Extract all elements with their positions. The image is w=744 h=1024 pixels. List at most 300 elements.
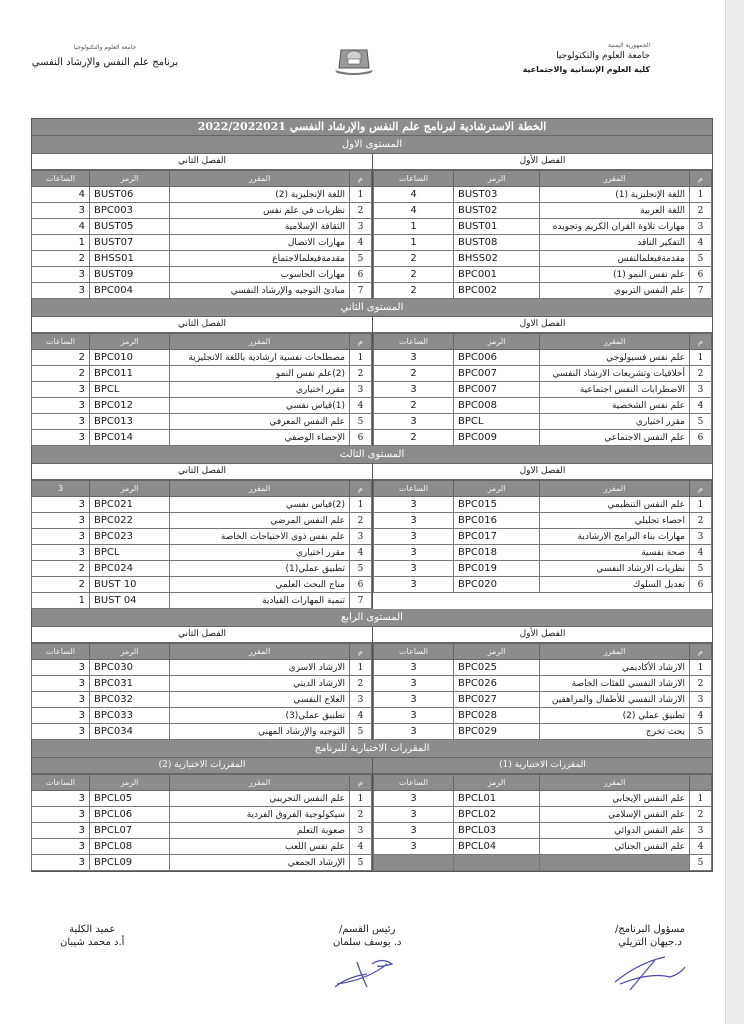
course-row — [32, 513, 372, 529]
course-name: تطبيق عملي(1) — [170, 561, 350, 577]
course-code: BPC001 — [454, 267, 540, 283]
course-row — [32, 283, 372, 299]
course-row — [374, 235, 712, 251]
course-name: مناج البحث العلمي — [170, 577, 350, 593]
course-number: 1 — [350, 660, 372, 676]
course-row — [32, 692, 372, 708]
course-hours: 3 — [32, 497, 90, 513]
course-name: مهارات الحاسوب — [170, 267, 350, 283]
col-code: الرمز — [454, 644, 540, 660]
course-code: BPC020 — [454, 577, 540, 593]
course-number: 4 — [690, 235, 712, 251]
course-code: BUST02 — [454, 203, 540, 219]
course-name: التفكير الناقد — [540, 235, 690, 251]
course-row — [374, 398, 712, 414]
course-row — [32, 187, 372, 203]
course-code: BPCL05 — [90, 791, 170, 807]
course-row — [374, 513, 712, 529]
col-course: المقرر — [540, 775, 690, 791]
course-code: BPC017 — [454, 529, 540, 545]
course-name: مصطلحات نفسية ارشادية باللغة الانجليزية — [170, 350, 350, 366]
semester-2 — [32, 758, 372, 871]
course-number: 2 — [350, 807, 372, 823]
course-row — [374, 545, 712, 561]
course-hours: 3 — [32, 708, 90, 724]
col-num: م — [350, 481, 372, 497]
col-course: المقرر — [170, 775, 350, 791]
course-row — [374, 807, 712, 823]
courses-table — [31, 480, 372, 609]
course-code: BPC003 — [90, 203, 170, 219]
column-header-row — [32, 334, 372, 350]
course-number: 3 — [350, 529, 372, 545]
course-name: مقرر اختياري — [540, 414, 690, 430]
col-code: الرمز — [90, 775, 170, 791]
course-code: BPC002 — [454, 283, 540, 299]
course-number: 4 — [350, 398, 372, 414]
course-name: علم نفس الشخصية — [540, 398, 690, 414]
course-name: علم نفس فسيولوجي — [540, 350, 690, 366]
course-name: صعوبة التعلم — [170, 823, 350, 839]
col-num: م — [350, 171, 372, 187]
col-hours: الساعات — [374, 481, 454, 497]
course-row — [374, 203, 712, 219]
course-code: BPCL08 — [90, 839, 170, 855]
col-course: المقرر — [540, 334, 690, 350]
course-name: مبادئ التوجيه والإرشاد النفسي — [170, 283, 350, 299]
course-code: BPC031 — [90, 676, 170, 692]
col-hours: الساعات — [374, 171, 454, 187]
semester-title: الفصل الثاني — [32, 464, 372, 480]
course-name: علم النفس الإيجابي — [540, 791, 690, 807]
col-code: الرمز — [454, 334, 540, 350]
course-code: BUST01 — [454, 219, 540, 235]
course-hours: 3 — [374, 807, 454, 823]
course-row — [32, 382, 372, 398]
header-program-name: برنامج علم النفس والإرشاد النفسي — [31, 57, 179, 68]
course-row — [32, 855, 372, 871]
course-number: 7 — [350, 593, 372, 609]
column-header-row — [374, 334, 712, 350]
semester-1 — [372, 154, 712, 299]
column-header-row — [32, 481, 372, 497]
course-number: 5 — [350, 855, 372, 871]
course-number: 1 — [690, 791, 712, 807]
course-code: BPC016 — [454, 513, 540, 529]
course-hours: 3 — [32, 791, 90, 807]
signature-name: د. يوسف سلمان — [332, 937, 402, 948]
course-code — [454, 855, 540, 871]
course-code: BPC029 — [454, 724, 540, 740]
col-course: المقرر — [540, 481, 690, 497]
courses-table — [373, 480, 712, 593]
course-name: تعديل السلوك — [540, 577, 690, 593]
course-row — [374, 414, 712, 430]
course-name: علم النفس الإسلامي — [540, 807, 690, 823]
course-hours: 3 — [374, 823, 454, 839]
course-code: BPC011 — [90, 366, 170, 382]
course-name: علم النفس التربوي — [540, 283, 690, 299]
semester-title: الفصل الأول — [373, 154, 712, 170]
course-row — [374, 382, 712, 398]
col-hours: 3 — [32, 481, 90, 497]
column-header-row — [374, 171, 712, 187]
course-row — [374, 497, 712, 513]
course-number: 3 — [690, 382, 712, 398]
courses-table — [31, 333, 372, 446]
course-name: الثقافة الإسلامية — [170, 219, 350, 235]
course-hours: 3 — [374, 350, 454, 366]
course-hours: 3 — [374, 513, 454, 529]
course-code: BPC024 — [90, 561, 170, 577]
col-num: م — [690, 644, 712, 660]
course-name: صحة نفسية — [540, 545, 690, 561]
course-name: (2)علم نفس النمو — [170, 366, 350, 382]
course-number: 6 — [350, 430, 372, 446]
course-code: BUST 04 — [90, 593, 170, 609]
course-number: 7 — [690, 283, 712, 299]
course-hours: 3 — [32, 855, 90, 871]
course-row — [374, 823, 712, 839]
course-hours: 2 — [374, 430, 454, 446]
course-name: مقدمةفيعلمالاجتماع — [170, 251, 350, 267]
course-number: 2 — [350, 513, 372, 529]
course-code: BUST05 — [90, 219, 170, 235]
course-hours: 3 — [374, 497, 454, 513]
course-code: BPC007 — [454, 382, 540, 398]
course-hours: 3 — [32, 823, 90, 839]
course-hours: 3 — [32, 839, 90, 855]
course-name: الإحصاء الوصفي — [170, 430, 350, 446]
column-header-row — [374, 481, 712, 497]
semester-2 — [32, 317, 372, 446]
course-row — [32, 251, 372, 267]
course-name: تطبيق عملي(3) — [170, 708, 350, 724]
course-hours: 3 — [374, 692, 454, 708]
course-number: 6 — [690, 430, 712, 446]
course-code: BUST06 — [90, 187, 170, 203]
course-number: 2 — [350, 203, 372, 219]
col-course: المقرر — [170, 171, 350, 187]
course-number: 5 — [690, 724, 712, 740]
course-name: علم نفس اللعب — [170, 839, 350, 855]
course-hours: 2 — [32, 561, 90, 577]
course-code: BPCL06 — [90, 807, 170, 823]
course-hours: 3 — [374, 529, 454, 545]
course-code: BPC030 — [90, 660, 170, 676]
column-header-row — [32, 775, 372, 791]
course-row — [374, 839, 712, 855]
course-hours: 3 — [32, 430, 90, 446]
course-hours: 2 — [32, 366, 90, 382]
course-number: 2 — [690, 676, 712, 692]
course-hours — [374, 855, 454, 871]
col-code: الرمز — [454, 171, 540, 187]
course-hours: 1 — [32, 593, 90, 609]
level-block — [32, 464, 712, 609]
semester-title: الفصل الأول — [373, 627, 712, 643]
course-code: BPC023 — [90, 529, 170, 545]
course-row — [374, 251, 712, 267]
header-right — [520, 42, 650, 74]
course-hours: 3 — [32, 807, 90, 823]
course-name: (2)قياس نفسي — [170, 497, 350, 513]
signature-program-head — [610, 924, 690, 992]
course-number: 3 — [690, 529, 712, 545]
course-row — [32, 807, 372, 823]
course-name: مقرر اختياري — [170, 545, 350, 561]
course-name — [540, 855, 690, 871]
semester-2 — [32, 627, 372, 740]
course-number: 4 — [350, 708, 372, 724]
course-code: BPC022 — [90, 513, 170, 529]
course-row — [32, 366, 372, 382]
course-hours: 1 — [374, 219, 454, 235]
course-hours: 2 — [32, 577, 90, 593]
course-code: BPCL01 — [454, 791, 540, 807]
course-hours: 4 — [32, 219, 90, 235]
course-row — [32, 219, 372, 235]
course-hours: 2 — [32, 350, 90, 366]
semester-title: الفصل الاول — [373, 464, 712, 480]
courses-table — [373, 170, 712, 299]
course-number: 4 — [350, 545, 372, 561]
course-name: أخلاقيات وتشريعات الارشاد النفسي — [540, 366, 690, 382]
col-hours: الساعات — [32, 334, 90, 350]
course-number: 2 — [690, 807, 712, 823]
course-row — [374, 724, 712, 740]
course-row — [32, 203, 372, 219]
course-hours: 2 — [374, 251, 454, 267]
course-name: مهارات الاتصال — [170, 235, 350, 251]
course-number: 5 — [350, 251, 372, 267]
course-code: BPC032 — [90, 692, 170, 708]
course-row — [32, 593, 372, 609]
course-name: الارشاد الديني — [170, 676, 350, 692]
course-name: الارشاد الاسري — [170, 660, 350, 676]
course-row — [32, 430, 372, 446]
col-course: المقرر — [540, 644, 690, 660]
course-name: علم النفس الدوائي — [540, 823, 690, 839]
col-num — [690, 775, 712, 791]
course-code: BPC015 — [454, 497, 540, 513]
course-number: 6 — [690, 267, 712, 283]
course-row — [374, 267, 712, 283]
course-number: 5 — [690, 414, 712, 430]
course-row — [32, 529, 372, 545]
course-name: اللغة الإنجليزية (1) — [540, 187, 690, 203]
col-code: الرمز — [454, 775, 540, 791]
course-number: 1 — [350, 497, 372, 513]
course-hours: 3 — [32, 283, 90, 299]
course-number: 5 — [690, 251, 712, 267]
course-number: 5 — [690, 855, 712, 871]
col-num: م — [350, 334, 372, 350]
course-code: BPC013 — [90, 414, 170, 430]
course-hours: 3 — [32, 724, 90, 740]
semester-title: الفصل الثاني — [32, 627, 372, 643]
course-name: علم النفس التنظيمي — [540, 497, 690, 513]
course-name: مهارات بناء البرامج الارشادية — [540, 529, 690, 545]
course-row — [374, 187, 712, 203]
course-row — [374, 676, 712, 692]
course-hours: 3 — [374, 839, 454, 855]
course-hours: 3 — [374, 724, 454, 740]
signature-title: مسؤول البرنامج/ — [614, 924, 686, 935]
course-number: 1 — [690, 497, 712, 513]
course-number: 1 — [690, 187, 712, 203]
signatures — [60, 924, 690, 992]
course-name: مهارات تلاوة القران الكريم وتجويده — [540, 219, 690, 235]
course-hours: 3 — [374, 561, 454, 577]
course-name: نظريات الارشاد النفسي — [540, 561, 690, 577]
course-number: 3 — [350, 382, 372, 398]
col-num: م — [690, 171, 712, 187]
course-code: BPCL09 — [90, 855, 170, 871]
course-number: 3 — [690, 219, 712, 235]
course-name: علم النفس الاجتماعي — [540, 430, 690, 446]
column-header-row — [374, 775, 712, 791]
course-hours: 3 — [32, 398, 90, 414]
course-code: BPCL03 — [454, 823, 540, 839]
course-hours: 3 — [374, 676, 454, 692]
col-course: المقرر — [540, 171, 690, 187]
course-row — [374, 366, 712, 382]
course-hours: 1 — [32, 235, 90, 251]
course-row — [374, 660, 712, 676]
course-code: BPC021 — [90, 497, 170, 513]
course-code: BPC008 — [454, 398, 540, 414]
course-hours: 3 — [32, 414, 90, 430]
col-hours: الساعات — [32, 775, 90, 791]
course-name: الارشاد الأكاديمي — [540, 660, 690, 676]
level-header: المقررات الاختيارية للبرنامج — [32, 740, 712, 758]
col-num: م — [690, 481, 712, 497]
level-header: المستوى الاول — [32, 136, 712, 154]
course-number: 1 — [690, 350, 712, 366]
course-number: 3 — [690, 692, 712, 708]
course-hours: 2 — [374, 283, 454, 299]
course-row — [374, 283, 712, 299]
course-hours: 3 — [32, 692, 90, 708]
course-hours: 3 — [374, 414, 454, 430]
course-row — [32, 724, 372, 740]
course-number: 2 — [690, 513, 712, 529]
course-hours: 3 — [374, 791, 454, 807]
semester-2 — [32, 464, 372, 609]
course-name: مقرر اختياري — [170, 382, 350, 398]
course-number: 6 — [350, 267, 372, 283]
column-header-row — [374, 644, 712, 660]
plan-title: الخطة الاسترشادية لبرنامج علم النفس والإرشاد النفسي 2022/2022021 — [32, 119, 712, 136]
semester-title: المقررات الاختيارية (1) — [373, 758, 712, 774]
col-num: م — [350, 644, 372, 660]
header-left-top: جامعة العلوم والتكنولوجيا — [73, 44, 137, 51]
col-course: المقرر — [170, 644, 350, 660]
col-hours: الساعات — [374, 775, 454, 791]
course-number: 1 — [350, 187, 372, 203]
level-block — [32, 317, 712, 446]
course-row — [374, 791, 712, 807]
header-college: كلية العلوم الإنسانية والاجتماعية — [522, 65, 650, 74]
course-row — [32, 823, 372, 839]
courses-table — [31, 774, 372, 871]
course-code: BPC010 — [90, 350, 170, 366]
course-name: سيكولوجية الفروق الفردية — [170, 807, 350, 823]
courses-table — [373, 774, 712, 871]
course-code: BUST 10 — [90, 577, 170, 593]
level-header: المستوى الثاني — [32, 299, 712, 317]
course-row — [374, 577, 712, 593]
course-name: تنمية المهارات القيادية — [170, 593, 350, 609]
course-row — [374, 350, 712, 366]
course-row — [32, 350, 372, 366]
semester-title: الفصل الثاني — [32, 317, 372, 333]
course-name: الاضطرابات النفس اجتماعية — [540, 382, 690, 398]
course-hours: 3 — [32, 203, 90, 219]
course-hours: 3 — [374, 382, 454, 398]
course-number: 3 — [350, 219, 372, 235]
course-code: BUST08 — [454, 235, 540, 251]
course-name: العلاج النفسي — [170, 692, 350, 708]
course-number: 5 — [350, 724, 372, 740]
course-number: 2 — [690, 366, 712, 382]
course-name: (1)قياس نفسي — [170, 398, 350, 414]
course-row — [32, 398, 372, 414]
course-number: 4 — [690, 398, 712, 414]
course-number: 4 — [690, 708, 712, 724]
course-name: علم النفس الجنائي — [540, 839, 690, 855]
course-row — [374, 561, 712, 577]
level-header: المستوى الثالث — [32, 446, 712, 464]
semester-title: الفصل الاول — [373, 317, 712, 333]
course-hours: 3 — [32, 676, 90, 692]
col-hours: الساعات — [32, 644, 90, 660]
course-number: 7 — [350, 283, 372, 299]
level-block — [32, 627, 712, 740]
level-header: المستوى الرابع — [32, 609, 712, 627]
course-row — [32, 676, 372, 692]
signature-name: د.جيهان التزيلي — [618, 937, 682, 948]
course-name: مقدمةفيعلمالنفس — [540, 251, 690, 267]
header-left — [30, 44, 180, 68]
header-university: جامعة العلوم والتكنولوجيا — [556, 51, 650, 61]
course-row — [374, 219, 712, 235]
course-name: علم النفس المرضي — [170, 513, 350, 529]
header-country: الجمهورية اليمنية — [607, 42, 650, 49]
course-code: BHSS01 — [90, 251, 170, 267]
course-code: BPCL07 — [90, 823, 170, 839]
semester-1 — [372, 758, 712, 871]
course-row — [32, 561, 372, 577]
course-row — [32, 791, 372, 807]
col-hours: الساعات — [374, 334, 454, 350]
semester-1 — [372, 464, 712, 609]
handwritten-signature-icon — [610, 952, 690, 992]
course-name: علم النفس التجريبي — [170, 791, 350, 807]
course-number: 2 — [350, 676, 372, 692]
course-number: 1 — [350, 791, 372, 807]
col-num: م — [350, 775, 372, 791]
col-code: الرمز — [90, 481, 170, 497]
col-code: الرمز — [90, 334, 170, 350]
course-hours: 2 — [32, 251, 90, 267]
col-code: الرمز — [90, 644, 170, 660]
course-code: BPC012 — [90, 398, 170, 414]
course-row — [32, 414, 372, 430]
course-hours: 4 — [374, 203, 454, 219]
col-hours: الساعات — [32, 171, 90, 187]
